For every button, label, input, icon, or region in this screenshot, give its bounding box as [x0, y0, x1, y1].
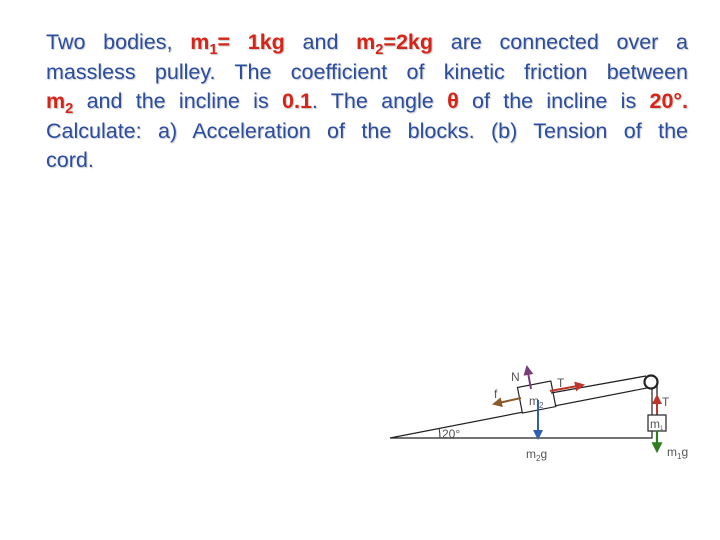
- friction-coefficient: 0.1: [282, 89, 312, 113]
- tension-hanging-label: T: [662, 395, 670, 409]
- mass2-subscript: 2: [375, 42, 384, 59]
- problem-text: are connected over a: [433, 30, 689, 54]
- mass1-subscript: 1: [209, 42, 218, 59]
- mass1-symbol: m: [190, 30, 210, 54]
- angle-arc: [439, 428, 440, 438]
- problem-line-4: Calculate: a) Acceleration of the blocks. (b) Tension of the: [46, 118, 688, 143]
- block-m1-label: m1: [650, 417, 664, 432]
- weight-m2-label: $m_2g$: [526, 447, 548, 463]
- angle-value: 20°.: [649, 89, 688, 113]
- friction-arrow: [494, 398, 521, 404]
- mass2-ref-subscript: 2: [65, 101, 74, 118]
- pulley: [645, 376, 658, 389]
- problem-text: and the incline is: [73, 89, 283, 113]
- problem-text: Two bodies,: [46, 30, 191, 54]
- block-m2-label: $m_2$: [529, 394, 544, 410]
- problem-line-5: cord.: [46, 148, 94, 172]
- problem-text: and: [284, 30, 357, 54]
- friction-label: f: [494, 387, 498, 401]
- problem-text: . The angle: [311, 89, 448, 113]
- tension-incline-label: T: [557, 376, 565, 390]
- mass2-symbol: m: [356, 30, 376, 54]
- mass2-ref-symbol: m: [46, 89, 66, 113]
- angle-label: 20°: [442, 427, 461, 441]
- problem-line-2: massless pulley. The coefficient of kinetic friction between: [46, 59, 688, 84]
- weight-m1-label: $m_1g$: [667, 445, 689, 461]
- mass1-value: = 1kg: [217, 30, 285, 54]
- normal-force-label: N: [511, 370, 520, 384]
- theta-symbol: θ: [447, 89, 459, 113]
- problem-text: of the incline is: [458, 89, 650, 113]
- mass2-value: =2kg: [383, 30, 434, 54]
